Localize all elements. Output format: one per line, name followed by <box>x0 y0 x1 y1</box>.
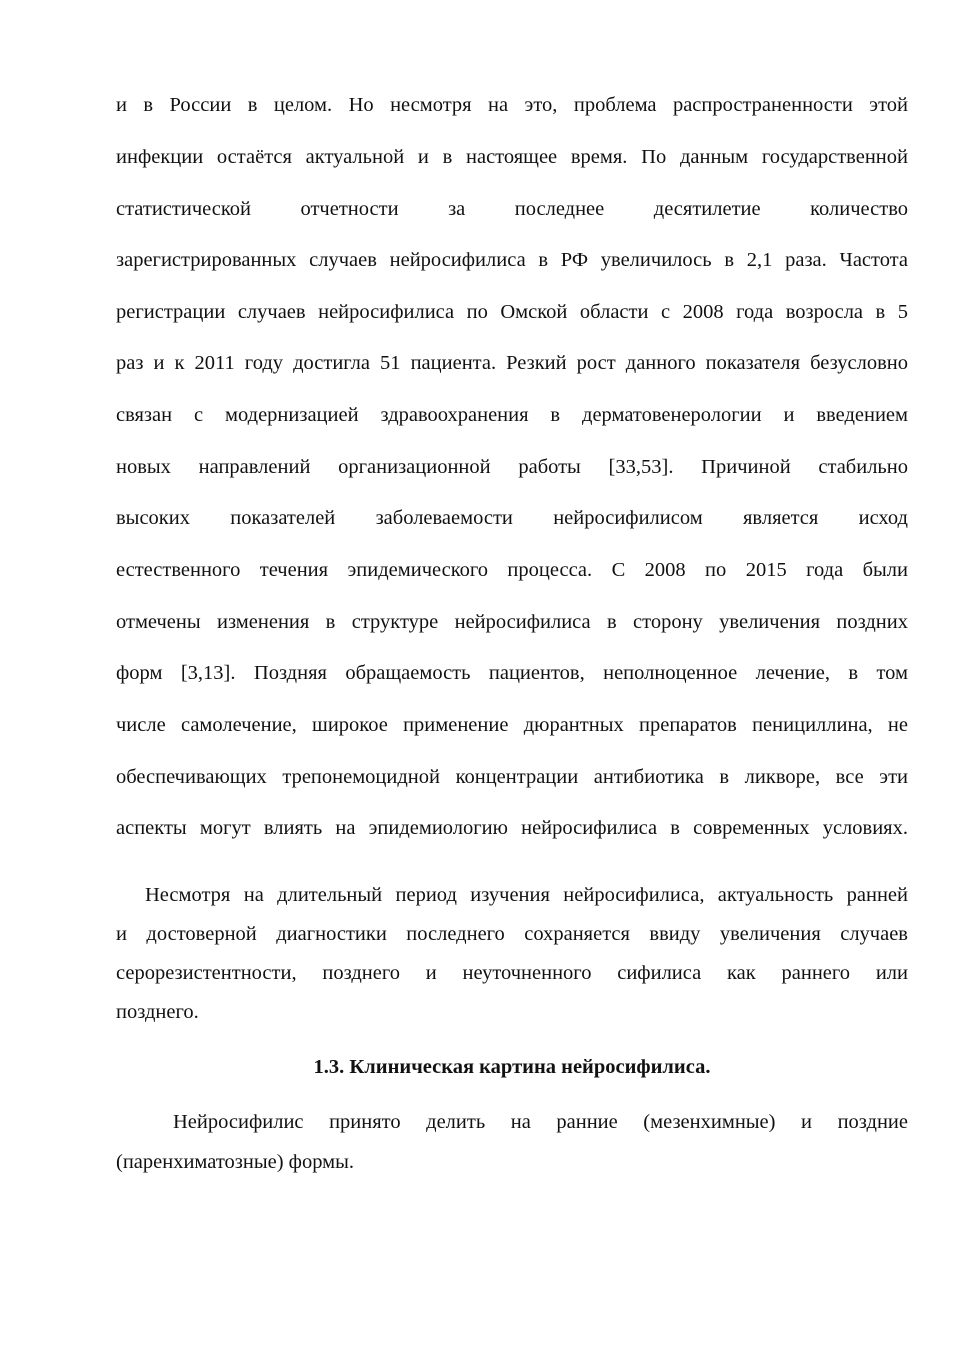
paragraph-1-line-1: и в России в целом. Но несмотря на это, проблема распространенности этой <box>116 94 908 116</box>
paragraph-3-line-1: Нейросифилис принято делить на ранние (мезенхимные) и поздние <box>173 1111 908 1133</box>
paragraph-1-line-7: связан с модернизацией здравоохранения в дерматовенерологии и введением <box>116 404 908 426</box>
section-heading: 1.3. Клиническая картина нейросифилиса. <box>313 1056 711 1078</box>
paragraph-1-line-10: естественного течения эпидемического процесса. С 2008 по 2015 года были <box>116 559 908 581</box>
paragraph-2-line-2: и достоверной диагностики последнего сохраняется ввиду увеличения случаев <box>116 923 908 945</box>
paragraph-1-line-14: обеспечивающих трепонемоцидной концентрации антибиотика в ликворе, все эти <box>116 766 908 788</box>
paragraph-1-line-13: числе самолечение, широкое применение дюрантных препаратов пенициллина, не <box>116 714 908 736</box>
paragraph-1-line-12: форм [3,13]. Поздняя обращаемость пациентов, неполноценное лечение, в том <box>116 662 908 684</box>
paragraph-1-line-9: высоких показателей заболеваемости нейросифилисом является исход <box>116 507 908 529</box>
paragraph-1-line-4: зарегистрированных случаев нейросифилиса в РФ увеличилось в 2,1 раза. Частота <box>116 249 908 271</box>
paragraph-1-line-2: инфекции остаётся актуальной и в настоящее время. По данным государственной <box>116 146 908 168</box>
paragraph-1-line-3: статистической отчетности за последнее десятилетие количество <box>116 198 908 220</box>
paragraph-1-line-6: раз и к 2011 году достигла 51 пациента. Резкий рост данного показателя безусловно <box>116 352 908 374</box>
paragraph-2-line-3: серорезистентности, позднего и неуточненного сифилиса как раннего или <box>116 962 908 984</box>
paragraph-1-line-5: регистрации случаев нейросифилиса по Омской области с 2008 года возросла в 5 <box>116 301 908 323</box>
paragraph-1-line-15: аспекты могут влиять на эпидемиологию нейросифилиса в современных условиях. <box>116 817 908 839</box>
paragraph-2-line-4: позднего. <box>116 1001 199 1023</box>
paragraph-2-line-1: Несмотря на длительный период изучения нейросифилиса, актуальность ранней <box>145 884 908 906</box>
paragraph-1-line-8: новых направлений организационной работы [33,53]. Причиной стабильно <box>116 456 908 478</box>
paragraph-1-line-11: отмечены изменения в структуре нейросифилиса в сторону увеличения поздних <box>116 611 908 633</box>
paragraph-3-line-2: (паренхиматозные) формы. <box>116 1151 355 1173</box>
